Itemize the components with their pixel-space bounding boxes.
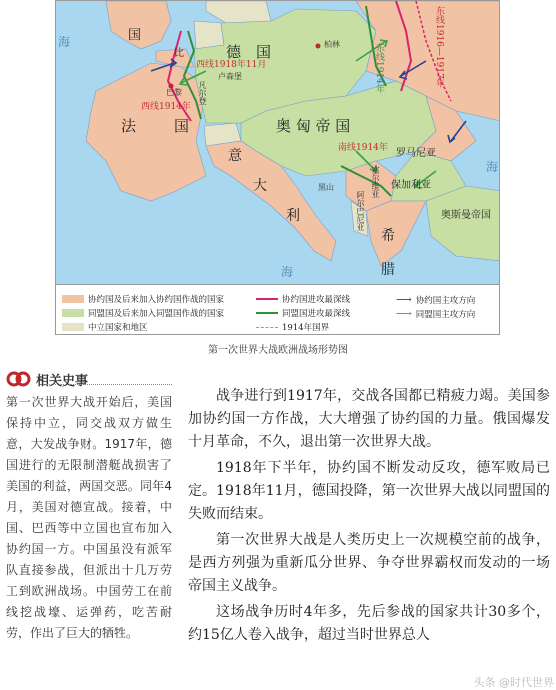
legend-entente-swatch bbox=[62, 295, 84, 303]
legend-neutral bbox=[62, 321, 148, 333]
label-uk: 国 bbox=[128, 28, 142, 43]
label-romania: 罗马尼亚 bbox=[396, 148, 436, 159]
label-west-1918: 西线1918年11月 bbox=[196, 60, 267, 70]
label-greece-1: 希 bbox=[381, 228, 395, 244]
legend-neutral-swatch bbox=[62, 323, 84, 331]
legend-entente-line-label: 协约国进攻最深线 bbox=[282, 295, 351, 305]
paragraph-2: 1918年下半年，协约国不断发动反攻，德军败局已定。1918年11月，德国投降，第一次世界大战以同盟国的失败而结束。 bbox=[188, 460, 550, 522]
legend-border-swatch bbox=[256, 327, 278, 328]
sidebar-header bbox=[6, 368, 88, 390]
legend-entente bbox=[62, 293, 224, 305]
label-ottoman: 奥斯曼帝国 bbox=[441, 210, 491, 221]
label-italy-2: 大 bbox=[253, 178, 267, 194]
label-west-1914: 西线1914年 bbox=[141, 102, 191, 112]
legend-central-label: 同盟国及后来加入同盟国作战的国家 bbox=[88, 309, 225, 319]
legend-entente-attack-label: 协约国主攻方向 bbox=[415, 295, 476, 306]
sidebar-title: 相关史事 bbox=[36, 373, 89, 389]
europe-ww1-map bbox=[55, 0, 500, 335]
legend-central-attack-label: 同盟国主攻方向 bbox=[415, 309, 476, 320]
legend-border-label: 1914年国界 bbox=[282, 323, 330, 333]
map-legend bbox=[56, 284, 499, 335]
paragraph-1: 战争进行到1917年，交战各国都已精疲力竭。美国参加协约国一方作战，大大增强了协约国的力量。俄国爆发十月革命，不久，退出第一次世界大战。 bbox=[188, 388, 550, 450]
label-italy-1: 意 bbox=[228, 148, 242, 164]
watermark: 头条 @时代世界 bbox=[473, 676, 554, 689]
label-sea-3: 海 bbox=[486, 160, 499, 174]
legend-entente-attack bbox=[396, 293, 475, 306]
legend-central-attack bbox=[396, 307, 475, 320]
label-east-1914: 东线1914年 bbox=[374, 43, 384, 93]
label-verdun: 凡尔登 bbox=[198, 81, 207, 105]
legend-central-line-label: 同盟国进攻最深线 bbox=[282, 309, 351, 319]
legend-border bbox=[256, 321, 329, 333]
legend-central-line-swatch bbox=[256, 312, 278, 314]
label-albania: 阿尔巴尼亚 bbox=[356, 191, 365, 231]
label-greece-2: 腊 bbox=[381, 262, 395, 278]
label-montenegro: 黑山 bbox=[318, 183, 334, 192]
legend-entente-label: 协约国及后来加入协约国作战的国家 bbox=[88, 295, 225, 305]
label-east-1917: 东线1916—1917年 bbox=[434, 6, 444, 88]
label-sea-2: 海 bbox=[281, 265, 294, 279]
legend-entente-line-swatch bbox=[256, 298, 278, 300]
legend-central-swatch bbox=[62, 309, 84, 317]
label-bulgaria: 保加利亚 bbox=[391, 180, 431, 191]
label-sea-1: 海 bbox=[58, 35, 71, 49]
label-belgium: 比 bbox=[174, 48, 184, 59]
label-france-2: 国 bbox=[174, 117, 190, 135]
label-berlin: 柏林 bbox=[324, 40, 340, 49]
label-germany: 德 国 bbox=[226, 43, 272, 61]
related-history-icon bbox=[6, 368, 32, 390]
label-luxembourg: 卢森堡 bbox=[218, 72, 242, 81]
label-france-1: 法 bbox=[121, 117, 137, 135]
sidebar-divider bbox=[40, 384, 172, 385]
label-south-1914: 南线1914年 bbox=[338, 143, 388, 153]
central-arrow-icon: ⟶ bbox=[396, 307, 412, 320]
legend-central-line bbox=[256, 307, 350, 319]
label-italy-3: 利 bbox=[286, 208, 300, 224]
legend-entente-line bbox=[256, 293, 350, 305]
paragraph-3: 第一次世界大战是人类历史上一次规模空前的战争，是西方列强为重新瓜分世界、争夺世界霸权而发动的一场帝国主义战争。 bbox=[188, 532, 550, 594]
map-caption: 第一次世界大战欧洲战场形势图 bbox=[208, 345, 348, 356]
label-paris: 巴黎 bbox=[166, 88, 182, 97]
legend-neutral-label: 中立国家和地区 bbox=[88, 323, 148, 333]
legend-central bbox=[62, 307, 224, 319]
paragraph-4: 这场战争历时4年多，先后参战的国家共计30多个，约15亿人卷入战争，超过当时世界总人 bbox=[188, 604, 550, 643]
sidebar-text: 第一次世界大战开始后，美国保持中立，同交战双方做生意，大发战争财。1917年，德国进行的无限制潜艇战损害了美国的利益，两国交恶。同年4月，美国对德宣战。接着，中国、巴西等中立国也宣布加入协约国一方。中国虽没有派军队直接参战，但派出十几万劳工到欧洲战场。中国劳工在前线挖战壕、运弹药，吃苦耐劳，作出了巨大的牺牲。 bbox=[6, 395, 172, 640]
label-serbia: 塞尔维亚 bbox=[371, 166, 380, 198]
entente-arrow-icon: ⟶ bbox=[396, 293, 412, 306]
label-austria: 奥 匈 帝 国 bbox=[276, 117, 351, 135]
main-body bbox=[188, 385, 550, 647]
